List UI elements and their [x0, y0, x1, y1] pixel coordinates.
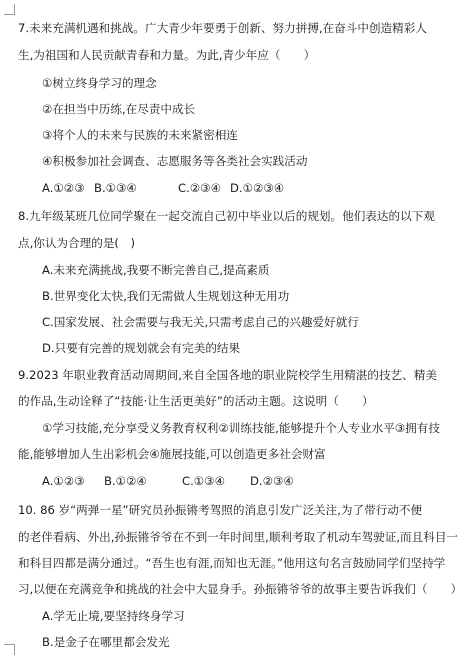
q7-item: ③将个人的未来与民族的未来紧密相连: [42, 128, 238, 142]
q7-stem-line2: 生,为祖国和人民贡献青春和力量。为此,青少年应（ ）: [18, 48, 316, 62]
q7-option-c: C.②③④: [178, 181, 221, 195]
q10-stem-line1: 10. 86 岁“两弹一星”研究员孙振锵考驾照的消息引发广泛关注,为了带行动不便: [18, 503, 423, 517]
q10-option-a: A.学无止境,要坚持终身学习: [42, 609, 185, 623]
q10-option-b: B.是金子在哪里都会发光: [42, 635, 170, 649]
page-corner-mark: [4, 4, 15, 15]
q9-stem-line2: 的作品,生动诠释了“技能·让生活更美好”的活动主题。这说明（ ）: [18, 394, 374, 408]
q9-option-b: B.①②④: [104, 474, 147, 488]
q9-option-d: D.②③④: [250, 474, 294, 488]
q7-option-a: A.①②③: [42, 181, 85, 195]
q9-items-line2: 能,能够增加人生出彩机会④施展技能,可以创造更多社会财富: [18, 447, 326, 461]
q8-option-a: A.未来充满挑战,我要不断完善自己,提高素质: [42, 263, 270, 277]
q9-stem-line1: 9.2023 年职业教育活动周期间,来自全国各地的职业院校学生用精湛的技艺、精美: [18, 368, 437, 382]
q8-option-b: B.世界变化太快,我们无需做人生规划这种无用功: [42, 289, 290, 303]
q8-option-d: D.只要有完善的规划就会有完美的结果: [42, 341, 241, 355]
q9-option-c: C.①③④: [182, 474, 225, 488]
q9-items-line1: ①学习技能,充分享受义务教育权利②训练技能,能够提升个人专业水平③拥有技: [42, 421, 440, 435]
q7-item: ②在担当中历练,在尽责中成长: [42, 102, 196, 116]
q10-stem-line2: 的老伴看病、外出,孙振锵爷爷在不到一年时间里,顺利考取了机动车驾驶证,而且科目一: [18, 530, 459, 544]
q8-stem-line1: 8.九年级某班几位同学聚在一起交流自己初中毕业以后的规划。他们表达的以下观: [18, 209, 435, 223]
q10-stem-line4: 习,以便在充满竞争和挑战的社会中大显身手。孙振锵爷爷的故事主要告诉我们（ ）: [18, 582, 463, 596]
q9-option-a: A.①②③: [42, 474, 85, 488]
q7-option-b: B.①③④: [94, 181, 137, 195]
q10-stem-line3: 和科目四都是满分通过。“吾生也有涯,而知也无涯。”他用这句名言鼓励同学们坚持学: [18, 556, 446, 570]
page-corner-mark: [4, 644, 15, 655]
q8-stem-line2: 点,你认为合理的是( ): [18, 236, 136, 250]
q7-option-d: D.①②③④: [230, 181, 285, 195]
q7-item: ④积极参加社会调查、志愿服务等各类社会实践活动: [42, 154, 308, 168]
q8-option-c: C.国家发展、社会需要与我无关,只需考虑自己的兴趣爱好就行: [42, 315, 359, 329]
q7-stem-line1: 7.未来充满机遇和挑战。广大青少年要勇于创新、努力拼搏,在奋斗中创造精彩人: [18, 21, 427, 35]
q7-item: ①树立终身学习的理念: [42, 76, 157, 90]
